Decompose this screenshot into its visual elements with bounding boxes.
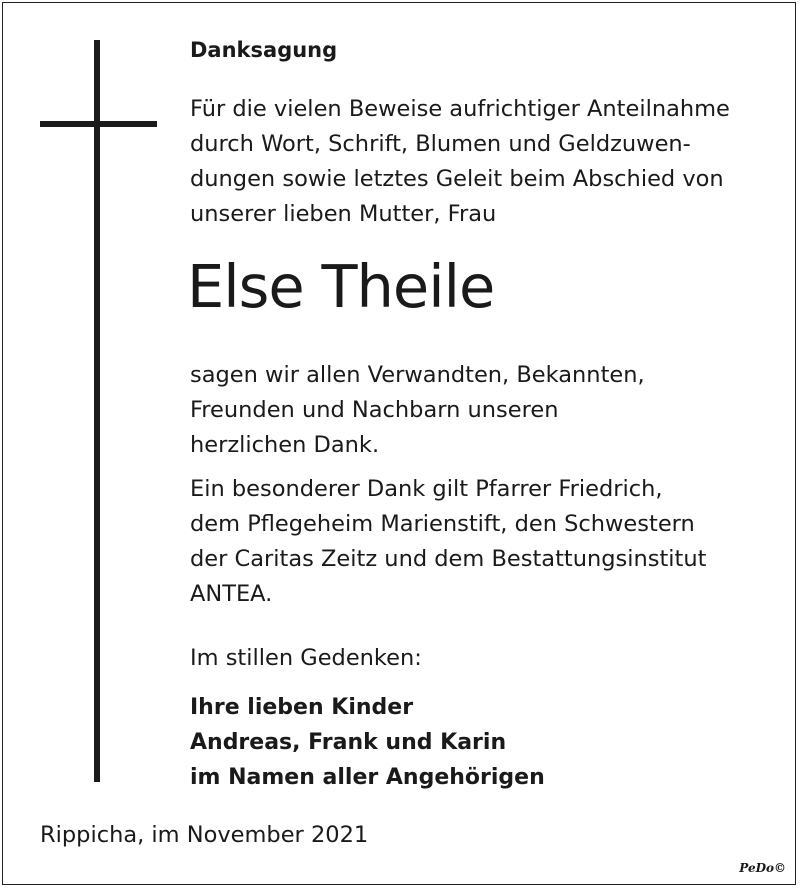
notice-heading: Danksagung	[190, 38, 338, 62]
place-date: Rippicha, im November 2021	[40, 822, 369, 848]
special-thanks-paragraph	[190, 472, 706, 612]
family-line: Ihre lieben Kinder	[190, 695, 414, 720]
thanks-paragraph	[190, 358, 645, 463]
intro-paragraph	[190, 92, 730, 232]
special-thanks-line: ANTEA.	[190, 581, 273, 607]
special-thanks-line: dem Pflegeheim Marienstift, den Schwestern	[190, 511, 695, 537]
thanks-line: herzlichen Dank.	[190, 432, 380, 458]
intro-line: Für die vielen Beweise aufrichtiger Anteilnahme	[190, 96, 730, 122]
intro-line: durch Wort, Schrift, Blumen und Geldzuwen-	[190, 131, 691, 157]
memorial-line: Im stillen Gedenken:	[190, 645, 422, 671]
family-signature	[190, 690, 545, 795]
special-thanks-line: der Caritas Zeitz und dem Bestattungsinstitut	[190, 546, 707, 572]
special-thanks-line: Ein besonderer Dank gilt Pfarrer Friedrich,	[190, 476, 663, 502]
thanks-line: sagen wir allen Verwandten, Bekannten,	[190, 362, 645, 388]
deceased-name: Else Theile	[187, 252, 495, 321]
family-line: Andreas, Frank und Karin	[190, 730, 507, 755]
thanks-line: Freunden und Nachbarn unseren	[190, 397, 559, 423]
cross-vertical-bar	[94, 40, 100, 782]
cross-horizontal-bar	[40, 121, 157, 127]
intro-line: unserer lieben Mutter, Frau	[190, 201, 497, 227]
intro-line: dungen sowie letztes Geleit beim Abschied von	[190, 166, 724, 192]
family-line: im Namen aller Angehörigen	[190, 765, 545, 790]
maker-mark: PeDo©	[739, 861, 786, 875]
